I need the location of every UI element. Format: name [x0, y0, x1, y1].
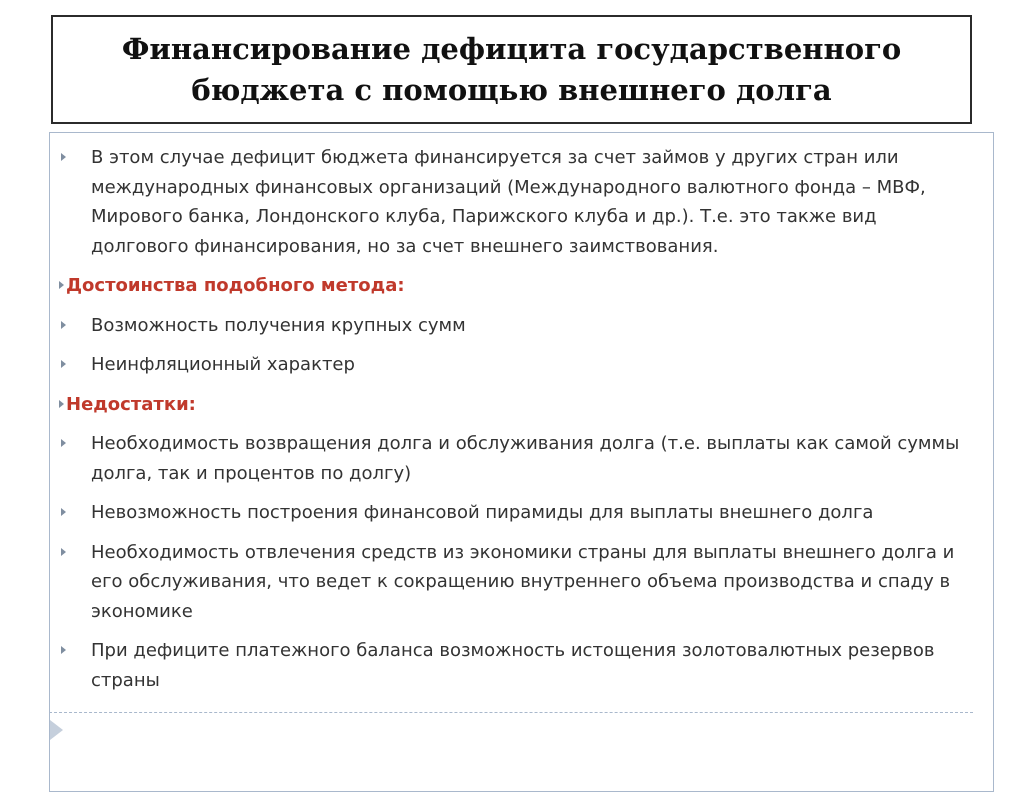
- bullet-arrow-icon: [61, 508, 66, 516]
- advantages-heading-text: Достоинства подобного метода:: [66, 275, 405, 296]
- bullet-arrow-icon: [61, 439, 66, 447]
- disadvantages-heading-text: Недостатки:: [66, 393, 196, 415]
- slide-title-box: [51, 15, 972, 124]
- disadvantage-item: [58, 538, 974, 627]
- slide-title-line-2: бюджета с помощью внешнего долга: [191, 72, 832, 107]
- slide-title-line-1: Финансирование дефицита государственного: [121, 31, 902, 66]
- disadvantages-heading: [58, 390, 974, 420]
- slide-content: [58, 143, 974, 705]
- bullet-arrow-icon: [61, 548, 66, 556]
- intro-paragraph: [58, 143, 974, 261]
- bullet-arrow-icon: [59, 281, 64, 289]
- bullet-arrow-icon: [61, 360, 66, 368]
- advantages-heading: [58, 271, 974, 301]
- advantage-item: [58, 311, 974, 341]
- advantage-item-text: Неинфляционный характер: [91, 354, 355, 375]
- disadvantage-item-text: Невозможность построения финансовой пирамиды для выплаты внешнего долга: [91, 502, 874, 523]
- bullet-arrow-icon: [61, 321, 66, 329]
- disadvantage-item: [58, 429, 974, 488]
- disadvantage-item-text: Необходимость возвращения долга и обслуживания долга (т.е. выплаты как самой суммы долга, так и процентов по долгу): [91, 433, 960, 484]
- intro-text: В этом случае дефицит бюджета финансируется за счет займов у других стран или международных финансовых организаций (Международного валютного фонда – МВФ, Мирового банка, Лондонского клуба, Парижского клуба и др.). Т.е. это также вид долгового финансирования, но за счет внешнего заимствования.: [91, 147, 926, 257]
- advantage-item-text: Возможность получения крупных сумм: [91, 314, 466, 336]
- advantage-item: [58, 350, 974, 380]
- slide-corner-arrow-icon: [50, 720, 63, 740]
- bullet-arrow-icon: [61, 153, 66, 161]
- disadvantage-item-text: При дефиците платежного баланса возможность истощения золотовалютных резервов страны: [91, 640, 935, 691]
- bullet-arrow-icon: [61, 646, 66, 654]
- disadvantage-item-text: Необходимость отвлечения средств из экономики страны для выплаты внешнего долга и его обслуживания, что ведет к сокращению внутреннего объема производства и спаду в экономике: [91, 541, 955, 622]
- disadvantage-item: [58, 636, 974, 695]
- bullet-arrow-icon: [59, 400, 64, 408]
- disadvantage-item: [58, 498, 974, 528]
- footer-divider: [49, 712, 973, 713]
